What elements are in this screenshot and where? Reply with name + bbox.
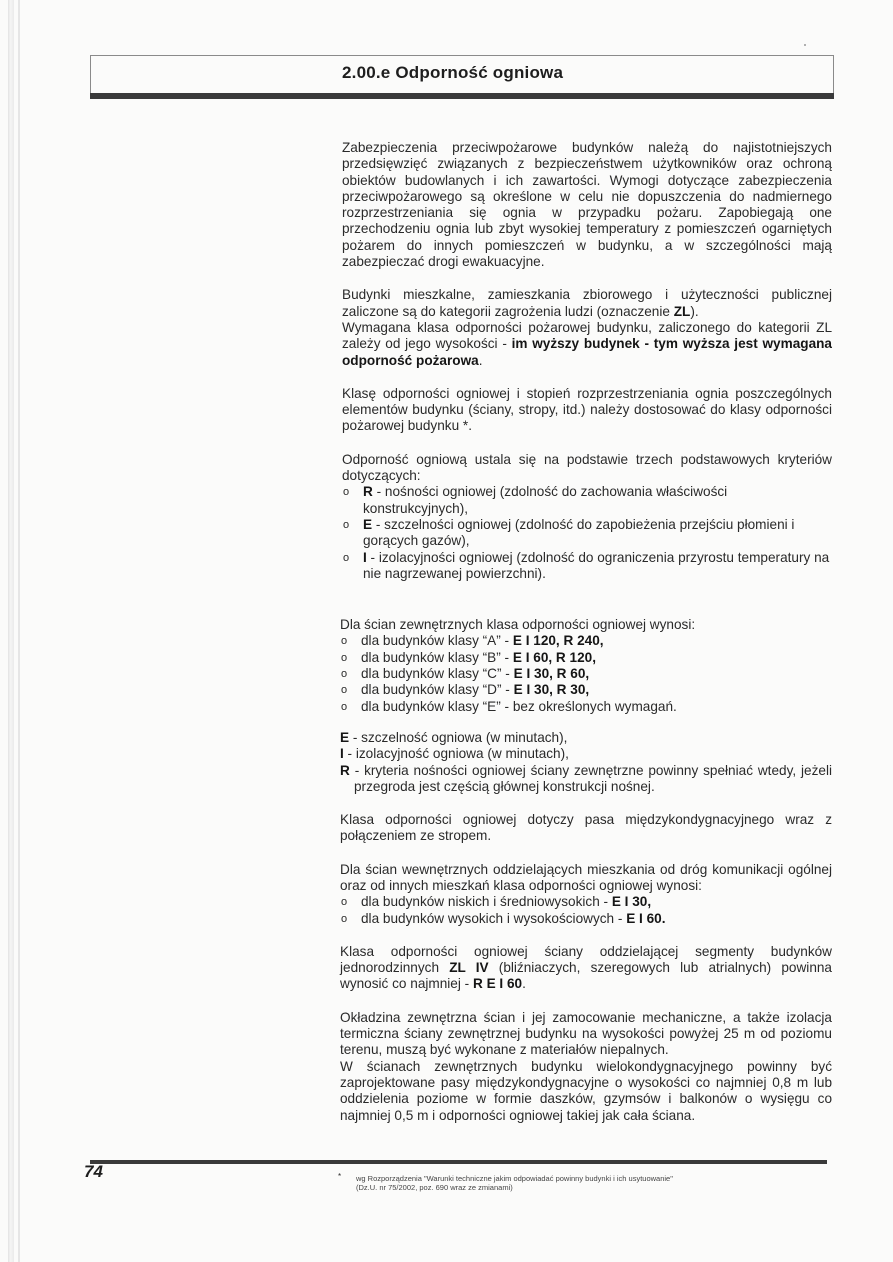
ext-walls-list — [340, 633, 832, 714]
segment-text-2: (bliźniaczych, szeregowych lub atrialnych) powinna wynosić co najmniej - — [340, 960, 832, 992]
class-value: E I 120, R 240, — [512, 633, 604, 649]
list-item — [340, 666, 832, 682]
class-label: dla budynków wysokich i wysokościowych - — [361, 910, 627, 926]
criteria-list — [342, 484, 832, 582]
ext-walls-intro: Dla ścian zewnętrznych klasa odporności ogniowej wynosi: — [340, 617, 696, 633]
bullet-glyph: o — [343, 486, 350, 499]
bullet-glyph: o — [341, 668, 348, 681]
zl-text: Budynki mieszkalne, zamieszkania zbiorowego i użyteczności publicznej zaliczone są do kategorii zagrożenia ludzi (oznaczenie — [342, 287, 832, 319]
footer-rule — [90, 1160, 827, 1164]
definition-letter: E — [340, 729, 350, 745]
class-label: dla budynków niskich i średniowysokich - — [361, 894, 612, 910]
class-value: E I 60. — [626, 910, 666, 926]
segment-text: Klasa odporności ogniowej ściany oddzielającej segmenty budynków jednorodzinnych — [340, 943, 832, 976]
definition-text: - kryteria nośności ogniowej ściany zewnętrzne powinny spełniać wtedy, jeżeli przegroda jest częścią głównej konstrukcji nośnej. — [349, 762, 832, 794]
class-label: dla budynków klasy “A” - — [361, 633, 513, 649]
scan-edge-line — [18, 0, 20, 1262]
klasa-paragraph: Klasę odporności ogniowej i stopień rozprzestrzeniania ognia poszczególnych elementów budynku (ściany, stropy, itd.) należy dostosować do klasy odporności pożarowej budynku *. — [342, 385, 832, 434]
segment-paragraph — [340, 944, 832, 993]
bullet-glyph: o — [341, 700, 348, 713]
list-item — [340, 699, 832, 715]
intro-paragraph: Zabezpieczenia przeciwpożarowe budynków należą do najistotniejszych przedsięwzięć związanych z bezpieczeństwem użytkowników oraz ochroną obiektów budowlanych i ich zawartości. Wymogi dotyczące zabezpieczenia przeciwpożarowego są określone w celu nie dopuszczenia do nadmiernego rozprzestrzeniania się ognia w przypadku pożaru. Zapobiegają one przechodzeniu ognia lub zbyt wysokiej temperatury z pomieszczeń ogarniętych pożarem do innych pomieszczeń w budynku, a w szczególności mają zabezpieczać drogi ewakuacyjne. — [342, 140, 832, 270]
page-title: 2.00.e Odporność ogniowa — [342, 63, 564, 82]
class-label: dla budynków klasy “E” - — [361, 698, 513, 714]
class-label: dla budynków klasy “B” - — [361, 649, 513, 665]
bullet-glyph: o — [343, 551, 350, 564]
pas-paragraph: Klasa odporności ogniowej dotyczy pasa międzykondygnacyjnego wraz z połączeniem ze stropem. — [340, 812, 832, 844]
footnote — [356, 1174, 786, 1192]
list-item — [340, 894, 832, 910]
scan-edge-shadow — [8, 0, 14, 1262]
segment-text-end: . — [522, 976, 526, 992]
page-number: 74 — [84, 1162, 103, 1181]
definition-item — [340, 746, 832, 762]
scan-speck — [804, 44, 806, 46]
definition-letter: I — [340, 746, 344, 762]
segment-code: ZL IV — [449, 960, 489, 976]
zl-paragraph-2 — [342, 320, 832, 369]
list-item — [340, 911, 832, 927]
segment-value: R E I 60 — [472, 976, 523, 992]
definitions — [340, 730, 832, 795]
pasy-paragraph: W ścianach zewnętrznych budynku wielokondygnacyjnego powinny być zaprojektowane pasy międzykondygnacyjne o wysokości co najmniej 0,8 m lub oddzielenia poziome w formie daszków, gzymsów i balkonów o wysięgu co najmniej 0,5 m i odporności ogniowej takiej jak cała ściana. — [340, 1058, 832, 1123]
criteria-letter: R — [363, 484, 373, 500]
criteria-letter: E — [363, 516, 373, 532]
bullet-glyph: o — [341, 896, 348, 909]
list-item — [342, 517, 832, 550]
zl2-text: Wymagana klasa odporności pożarowej budynku, zaliczonego do kategorii ZL zależy od jego wysokości - — [342, 319, 832, 352]
okladzina-paragraph: Okładzina zewnętrzna ścian i jej zamocowanie mechaniczne, a także izolacja termiczna ściany zewnętrznej budynku na wysokości powyżej 25 m od poziomu terenu, muszą być wykonane z materiałów niepalnych. — [340, 1009, 832, 1058]
definition-item — [340, 730, 832, 746]
criteria-text: - izolacyjności ogniowej (zdolność do ograniczenia przyrostu temperatury na nie nagrzewanej powierzchni). — [363, 549, 830, 581]
definition-text: - szczelność ogniowa (w minutach), — [349, 729, 568, 745]
criteria-text: - szczelności ogniowej (zdolność do zapobieżenia przejściu płomieni i gorących gazów), — [363, 516, 795, 549]
int-walls-intro: Dla ścian wewnętrznych oddzielających mieszkania od dróg komunikacji ogólnej oraz od innych mieszkań klasa odporności ogniowej wynosi: — [340, 861, 832, 893]
zl-text-end: ). — [690, 303, 699, 319]
main-content — [342, 140, 832, 1124]
zl-paragraph-1 — [342, 287, 832, 320]
list-item — [342, 550, 832, 583]
zl2-text-end: . — [478, 352, 483, 368]
bullet-glyph: o — [341, 635, 348, 648]
list-item — [340, 650, 832, 666]
bullet-glyph: o — [341, 912, 348, 925]
class-label: dla budynków klasy “C” - — [361, 666, 514, 682]
class-value: E I 30, — [611, 894, 652, 910]
header-rule — [90, 93, 834, 99]
zl2-emphasis: im wyższy budynek - tym wyższa jest wymagana odporność pożarowa — [342, 336, 832, 368]
bullet-glyph: o — [341, 684, 348, 697]
footnote-line-2: (Dz.U. nr 75/2002, poz. 690 wraz ze zmianami) — [356, 1183, 513, 1192]
definition-item — [340, 763, 832, 796]
bullet-glyph: o — [341, 651, 348, 664]
criteria-letter: I — [363, 549, 367, 565]
class-value: E I 60, R 120, — [512, 649, 596, 665]
class-value: E I 30, R 60, — [513, 666, 590, 682]
kryteria-intro: Odporność ogniową ustala się na podstawie trzech podstawowych kryteriów dotyczących: — [342, 451, 832, 484]
int-walls-list — [340, 894, 832, 927]
definition-letter: R — [340, 762, 350, 778]
list-item — [340, 682, 832, 698]
footnote-line-1: wg Rozporządzenia "Warunki techniczne jakim odpowiadać powinny budynki i ich usytuowanie" — [356, 1174, 673, 1183]
class-label: dla budynków klasy “D” - — [361, 682, 514, 698]
criteria-text: - nośności ogniowej (zdolność do zachowania właściwości konstrukcyjnych), — [363, 484, 728, 516]
bullet-glyph: o — [343, 518, 350, 531]
list-item — [342, 484, 832, 517]
class-value: E I 30, R 30, — [513, 682, 590, 698]
class-note: bez określonych wymagań. — [512, 698, 677, 714]
list-item — [340, 633, 832, 649]
zl-code: ZL — [673, 303, 691, 319]
footnote-mark: * — [338, 1172, 342, 1181]
definition-text: - izolacyjność ogniowa (w minutach), — [343, 746, 569, 762]
